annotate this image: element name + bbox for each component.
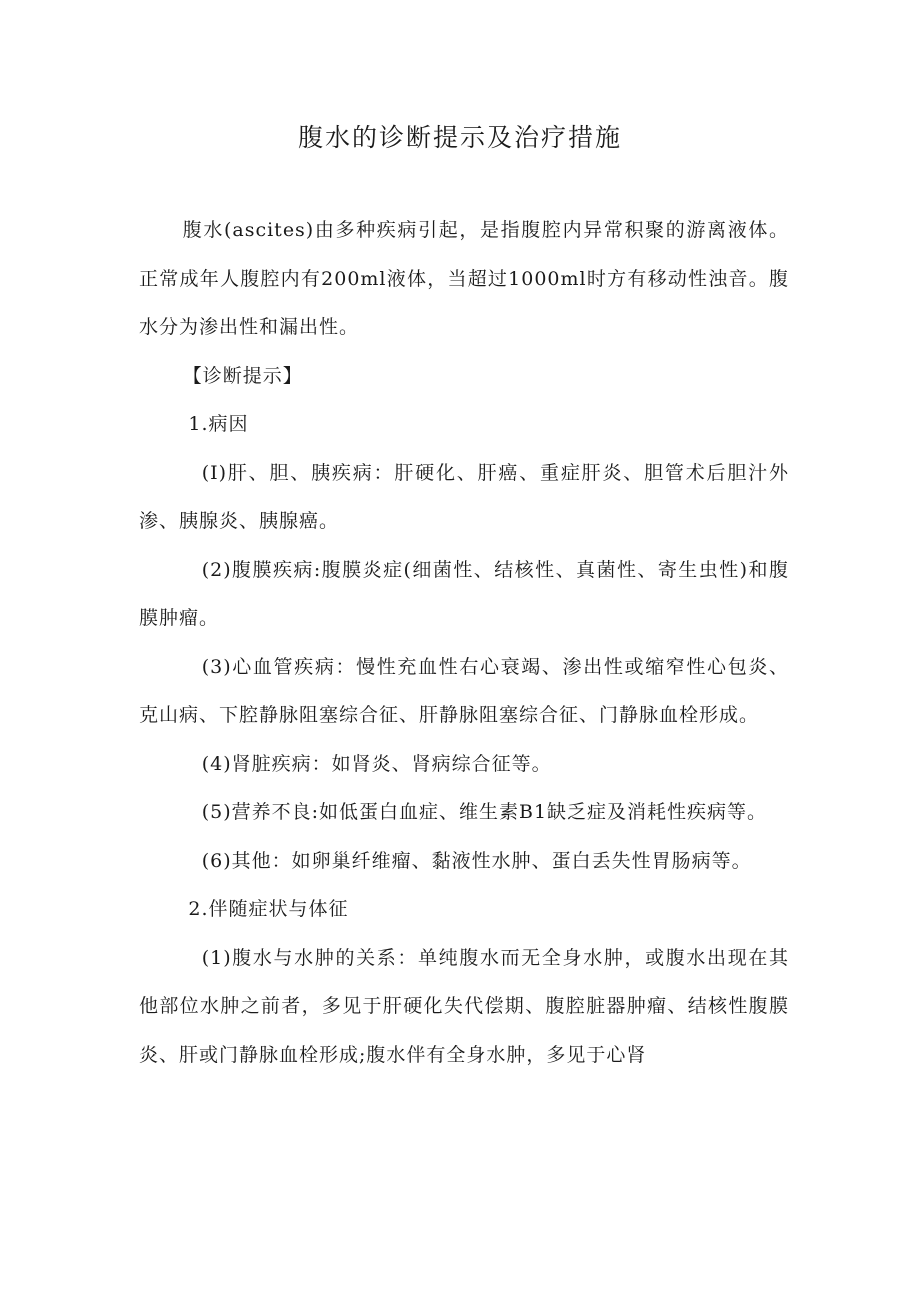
- section-heading-diagnosis: 【诊断提示】: [182, 364, 303, 387]
- document-title: 腹水的诊断提示及治疗措施: [297, 123, 622, 152]
- etiology-item-5: (5)营养不良:如低蛋白血症、维生素B1缺乏症及消耗性疾病等。: [201, 801, 768, 823]
- subsection-heading-symptoms: 2.伴随症状与体征: [188, 898, 349, 920]
- intro-paragraph: 腹水(ascites)由多种疾病引起，是指腹腔内异常积聚的游离液体。正常成年人腹腔内有200ml液体，当超过1000ml时方有移动性浊音。腹水分为渗出性和漏出性。: [139, 219, 789, 338]
- symptoms-item-1: (1)腹水与水肿的关系：单纯腹水而无全身水肿，或腹水出现在其他部位水肿之前者，多见于肝硬化失代偿期、腹腔脏器肿瘤、结核性腹膜炎、肝或门静脉血栓形成;腹水伴有全身水肿，多见于心肾: [139, 946, 789, 1066]
- etiology-item-6: (6)其他：如卵巢纤维瘤、黏液性水肿、蛋白丢失性胃肠病等。: [201, 849, 752, 872]
- document-body: [139, 206, 789, 1079]
- etiology-item-3: (3)心血管疾病：慢性充血性右心衰竭、渗出性或缩窄性心包炎、克山病、下腔静脉阻塞综合征、肝静脉阻塞综合征、门静脉血栓形成。: [139, 655, 789, 726]
- etiology-item-2: (2)腹膜疾病:腹膜炎症(细菌性、结核性、真菌性、寄生虫性)和腹膜肿瘤。: [139, 558, 789, 629]
- subsection-heading-etiology: 1.病因: [188, 413, 249, 435]
- etiology-item-1: (I)肝、胆、胰疾病：肝硬化、肝癌、重症肝炎、胆管术后胆汁外渗、胰腺炎、胰腺癌。: [139, 461, 789, 532]
- etiology-item-4: (4)肾脏疾病：如肾炎、肾病综合征等。: [201, 752, 552, 775]
